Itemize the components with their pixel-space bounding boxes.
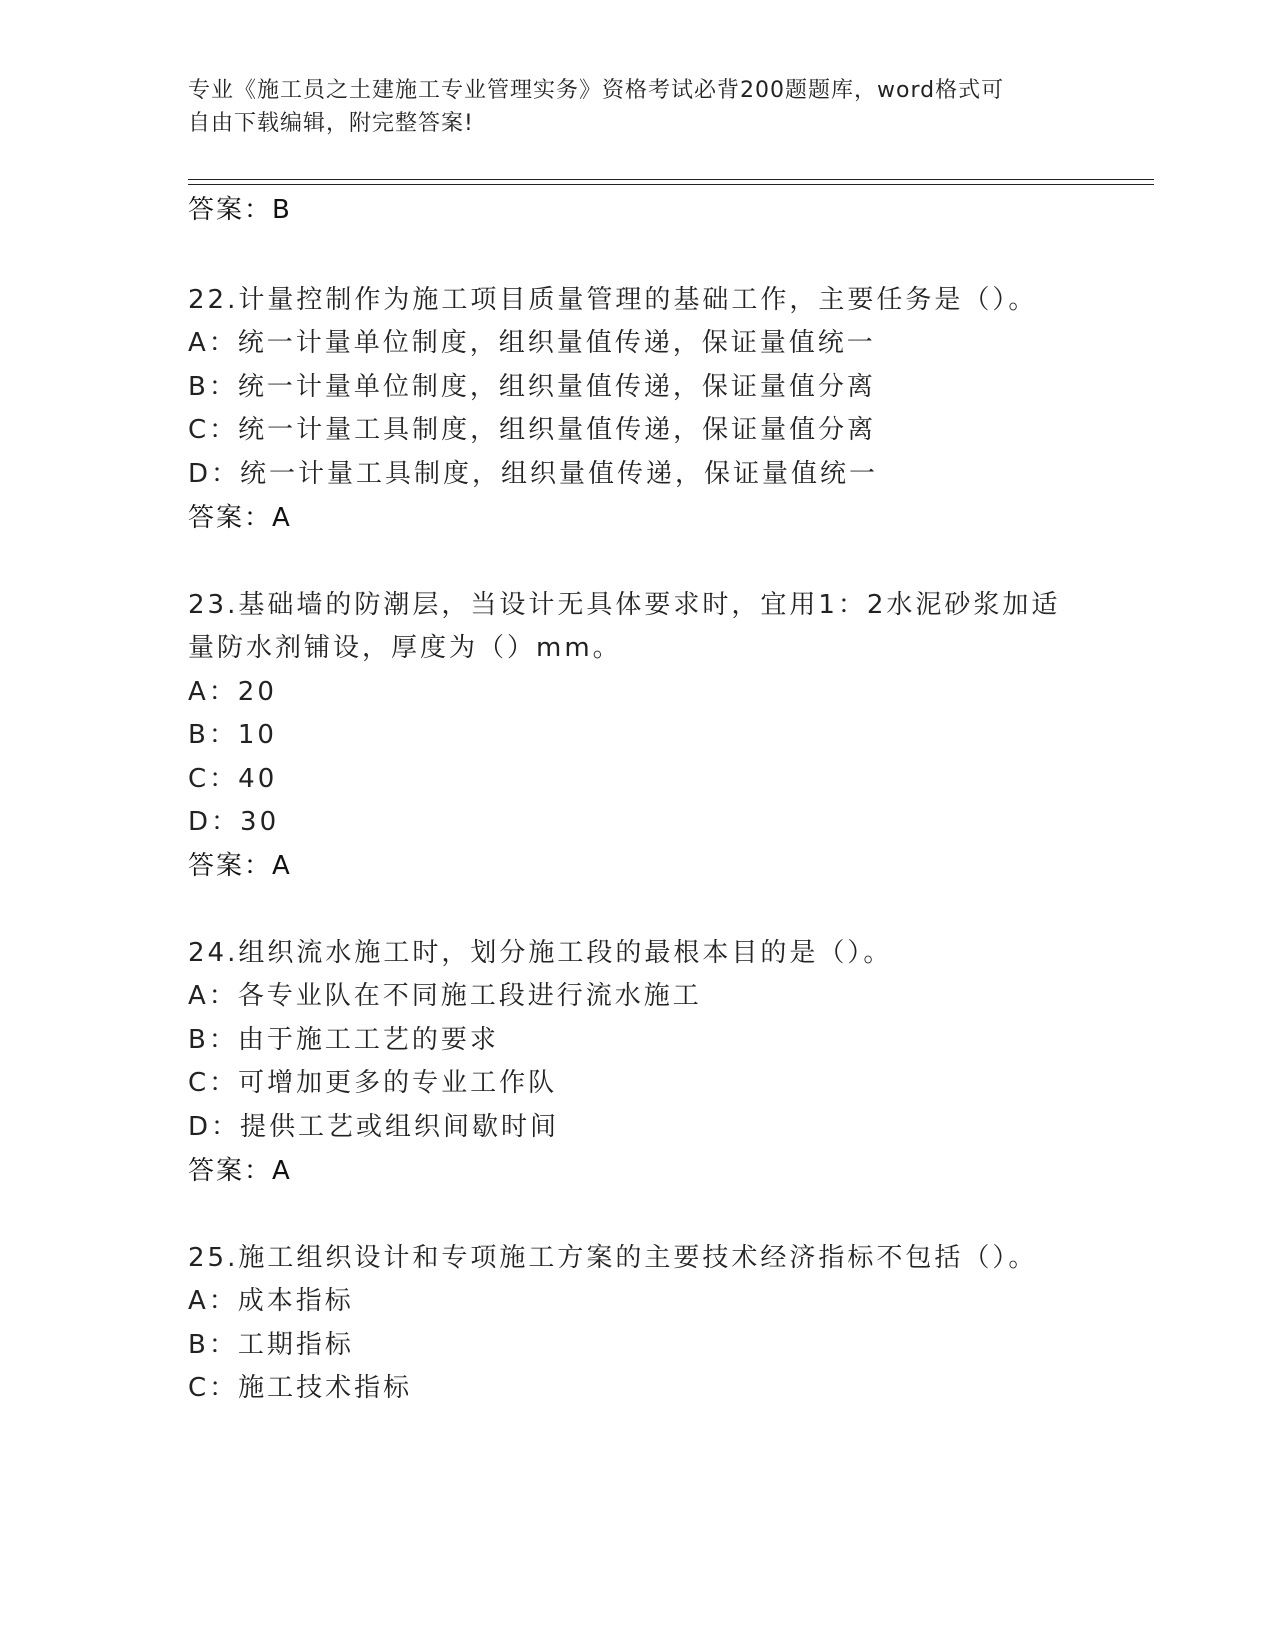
question-option: B：统一计量单位制度，组织量值传递，保证量值分离: [188, 372, 876, 402]
question-option: B：工期指标: [188, 1330, 354, 1360]
question-option: A：各专业队在不同施工段进行流水施工: [188, 981, 702, 1011]
answer-value: A: [272, 1156, 292, 1186]
question-option: C：施工技术指标: [188, 1373, 413, 1403]
header-line-1: 专业《施工员之土建施工专业管理实务》资格考试必背200题题库，word格式可: [188, 78, 1005, 103]
answer-label: 答案：: [188, 1156, 273, 1186]
document-header: [188, 74, 1088, 140]
question-stem: 23.基础墙的防潮层，当设计无具体要求时，宜用1：2水泥砂浆加适: [188, 590, 1061, 620]
answer-label: 答案：: [188, 851, 273, 881]
answer-label: 答案：: [188, 195, 273, 225]
question-option: B：由于施工工艺的要求: [188, 1025, 499, 1055]
header-rule-bottom: [188, 184, 1154, 185]
question-option: D：30: [188, 807, 280, 837]
question-option: D：提供工艺或组织间歇时间: [188, 1112, 560, 1142]
question-option: C：40: [188, 764, 278, 794]
answer-line: [188, 498, 292, 538]
answer-label: 答案：: [188, 503, 273, 533]
answer-line: [188, 846, 292, 886]
answer-value: A: [272, 851, 292, 881]
question-option: D：统一计量工具制度，组织量值传递，保证量值统一: [188, 459, 879, 489]
header-line-2: 自由下载编辑，附完整答案!: [188, 111, 474, 136]
question-option: A：20: [188, 677, 277, 707]
answer-value: B: [272, 195, 292, 225]
question-stem: 25.施工组织设计和专项施工方案的主要技术经济指标不包括（）。: [188, 1243, 1038, 1273]
answer-value: A: [272, 503, 292, 533]
question-option: C：统一计量工具制度，组织量值传递，保证量值分离: [188, 415, 877, 445]
question-option: B：10: [188, 720, 277, 750]
answer-line: [188, 1151, 292, 1191]
question-stem: 22.计量控制作为施工项目质量管理的基础工作，主要任务是（）。: [188, 285, 1038, 315]
question-option: A：统一计量单位制度，组织量值传递，保证量值统一: [188, 328, 876, 358]
question-option: C：可增加更多的专业工作队: [188, 1068, 558, 1098]
question-stem: 24.组织流水施工时，划分施工段的最根本目的是（）。: [188, 938, 893, 968]
question-option: A：成本指标: [188, 1286, 354, 1316]
answer-line: [188, 190, 292, 230]
header-rule-top: [188, 179, 1154, 180]
question-stem-continued: 量防水剂铺设，厚度为（）mm。: [188, 633, 622, 663]
